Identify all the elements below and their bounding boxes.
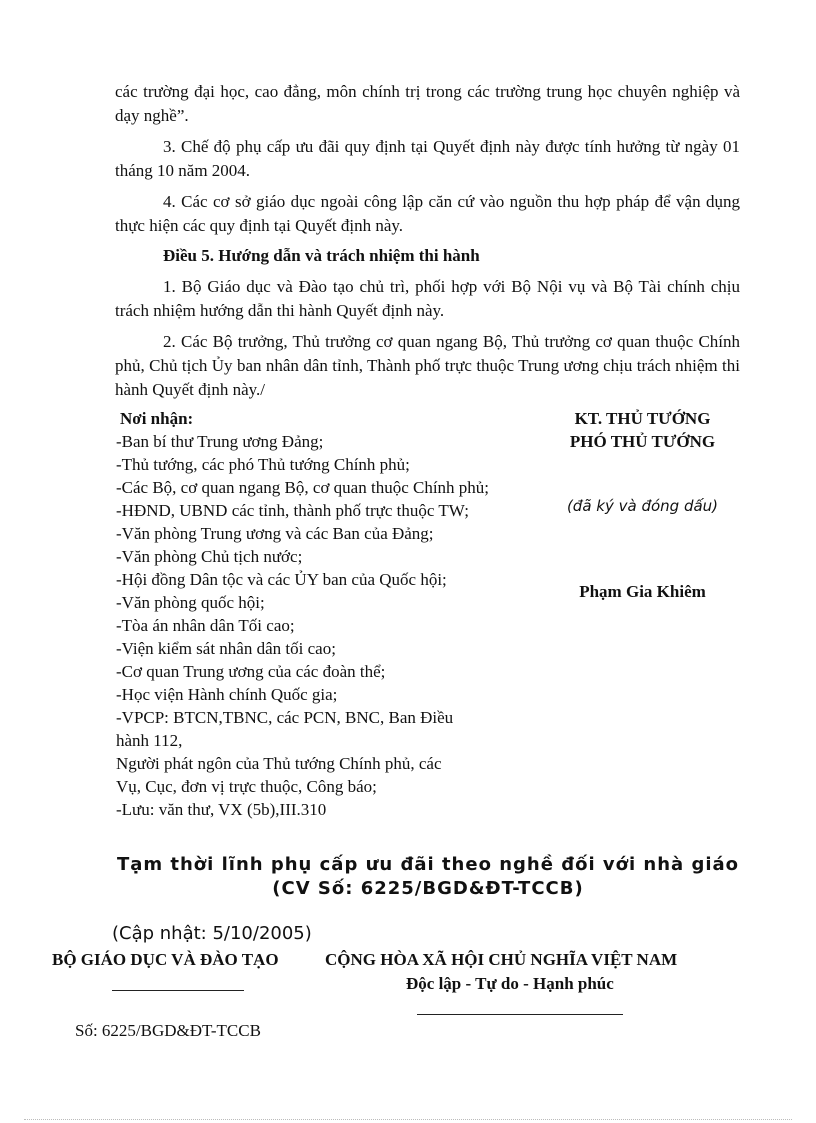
document-title-line-2: (CV Số: 6225/BGD&ĐT-TCCB) <box>272 878 584 899</box>
signature-title-2: PHÓ THỦ TƯỚNG <box>569 432 716 451</box>
recipient-item: -Văn phòng Trung ương và các Ban của Đảng; <box>116 524 434 543</box>
recipient-item: Vụ, Cục, đơn vị trực thuộc, Công báo; <box>116 777 377 796</box>
national-motto: Độc lập - Tự do - Hạnh phúc <box>406 974 614 993</box>
page-bottom-divider <box>24 1119 792 1120</box>
recipient-item: -VPCP: BTCN,TBNC, các PCN, BNC, Ban Điều <box>116 708 454 727</box>
paragraph-article5-clause-2: 2. Các Bộ trưởng, Thủ trưởng cơ quan ngang Bộ, Thủ trưởng cơ quan thuộc Chính phủ, Chủ tịch Ủy ban nhân dân tỉnh, Thành phố trực thuộc Trung ương chịu trách nhiệm thi hành Quyết định này./ <box>115 332 740 399</box>
paragraph-article5-clause-1: 1. Bộ Giáo dục và Đào tạo chủ trì, phối hợp với Bộ Nội vụ và Bộ Tài chính chịu trách nhiệm hướng dẫn thi hành Quyết định này. <box>115 277 740 320</box>
republic-name: CỘNG HÒA XÃ HỘI CHỦ NGHĨA VIỆT NAM <box>325 950 678 969</box>
paragraph-clause-3: 3. Chế độ phụ cấp ưu đãi quy định tại Quyết định này được tính hưởng từ ngày 01 tháng 10 năm 2004. <box>115 137 740 180</box>
article-5-title: Điều 5. Hướng dẫn và trách nhiệm thi hành <box>163 246 480 265</box>
document-number: Số: 6225/BGD&ĐT-TCCB <box>75 1021 261 1040</box>
recipient-item: -HĐND, UBND các tỉnh, thành phố trực thuộc TW; <box>116 501 469 520</box>
recipient-item: -Tòa án nhân dân Tối cao; <box>116 616 295 635</box>
recipient-item: -Học viện Hành chính Quốc gia; <box>116 685 338 704</box>
recipients-heading: Nơi nhận: <box>120 409 194 428</box>
update-date: (Cập nhật: 5/10/2005) <box>112 923 312 944</box>
ministry-underline <box>112 990 244 991</box>
recipient-item: -Ban bí thư Trung ương Đảng; <box>116 432 324 451</box>
signature-title-1: KT. THỦ TƯỚNG <box>574 409 711 428</box>
recipient-item: -Cơ quan Trung ương của các đoàn thể; <box>116 662 386 681</box>
recipient-item: -Hội đồng Dân tộc và các ỦY ban của Quốc hội; <box>116 570 447 589</box>
ministry-name: BỘ GIÁO DỤC VÀ ĐÀO TẠO <box>52 950 279 969</box>
recipient-item: -Thủ tướng, các phó Thủ tướng Chính phủ; <box>116 455 410 474</box>
recipient-item: hành 112, <box>116 731 183 750</box>
recipient-item: -Các Bộ, cơ quan ngang Bộ, cơ quan thuộc Chính phủ; <box>116 478 490 497</box>
paragraph-clause-4: 4. Các cơ sở giáo dục ngoài công lập căn cứ vào nguồn thu hợp pháp để vận dụng thực hiện các quy định tại Quyết định này. <box>115 192 740 235</box>
recipient-item: -Viện kiểm sát nhân dân tối cao; <box>116 639 336 658</box>
paragraph-continuation: các trường đại học, cao đẳng, môn chính trị trong các trường trung học chuyên nghiệp và dạy nghề”. <box>115 82 740 125</box>
document-title-line-1: Tạm thời lĩnh phụ cấp ưu đãi theo nghề đối với nhà giáo <box>116 854 740 875</box>
recipient-item: -Văn phòng Chủ tịch nước; <box>116 547 303 566</box>
signed-sealed-note: (đã ký và đóng dấu) <box>566 497 719 515</box>
motto-underline <box>417 1014 623 1015</box>
signer-name: Phạm Gia Khiêm <box>579 582 706 601</box>
recipient-item: -Văn phòng quốc hội; <box>116 593 265 612</box>
recipient-item: -Lưu: văn thư, VX (5b),III.310 <box>116 800 327 819</box>
recipient-item: Người phát ngôn của Thủ tướng Chính phủ, các <box>116 754 442 773</box>
